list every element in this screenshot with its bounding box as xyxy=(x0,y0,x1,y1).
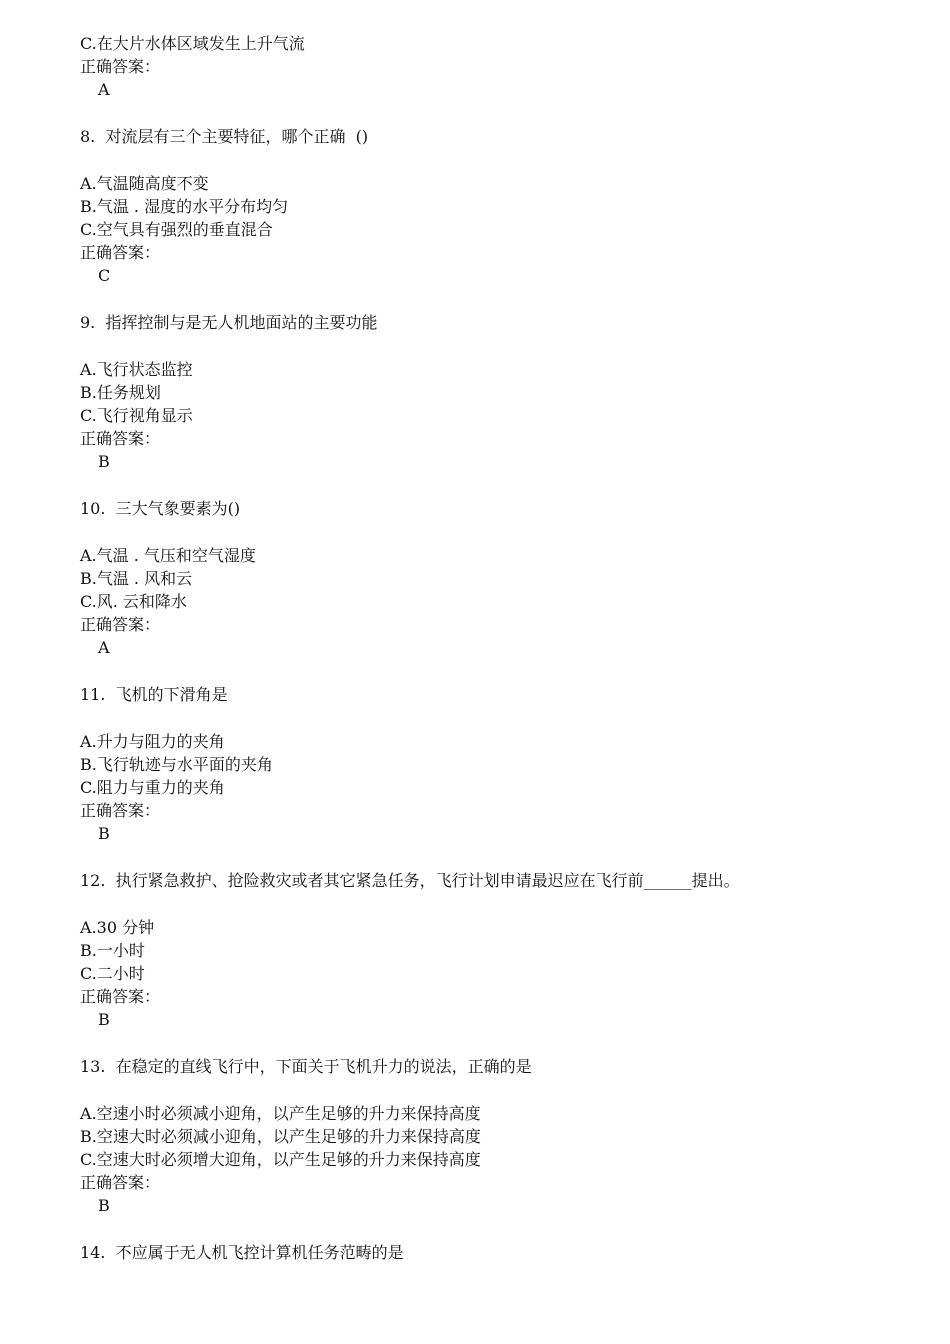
answer-label: 正确答案： xyxy=(80,615,161,634)
option-c: C.风. 云和降水 xyxy=(80,592,187,611)
option-c: C.阻力与重力的夹角 xyxy=(80,778,225,797)
question-8 xyxy=(80,125,920,287)
answer-label: 正确答案： xyxy=(80,987,161,1006)
option-a: A.30 分钟 xyxy=(80,918,155,937)
question-title: 11. 飞机的下滑角是 xyxy=(80,685,228,704)
question-title: 8. 对流层有三个主要特征，哪个正确 () xyxy=(80,127,369,146)
question-title: 9. 指挥控制与是无人机地面站的主要功能 xyxy=(80,313,378,332)
option-c: C.在大片水体区域发生上升气流 xyxy=(80,34,305,53)
question-13 xyxy=(80,1055,920,1217)
question-14 xyxy=(80,1241,920,1264)
answer-value: B xyxy=(98,452,110,471)
answer-label: 正确答案： xyxy=(80,243,161,262)
option-b: B.飞行轨迹与水平面的夹角 xyxy=(80,755,273,774)
question-12 xyxy=(80,869,920,1031)
answer-label: 正确答案： xyxy=(80,801,161,820)
lead-block xyxy=(80,32,920,101)
option-b: B.气温 . 湿度的水平分布均匀 xyxy=(80,197,289,216)
answer-value: A xyxy=(98,638,110,657)
question-title: 14. 不应属于无人机飞控计算机任务范畴的是 xyxy=(80,1243,404,1262)
option-c: C.飞行视角显示 xyxy=(80,406,193,425)
option-b: B.一小时 xyxy=(80,941,145,960)
option-b: B.任务规划 xyxy=(80,383,161,402)
answer-label: 正确答案： xyxy=(80,429,161,448)
option-c: C.二小时 xyxy=(80,964,145,983)
option-a: A.升力与阻力的夹角 xyxy=(80,732,225,751)
question-title: 13. 在稳定的直线飞行中，下面关于飞机升力的说法，正确的是 xyxy=(80,1057,532,1076)
option-b: B.气温 . 风和云 xyxy=(80,569,193,588)
answer-label: 正确答案： xyxy=(80,57,161,76)
option-a: A.飞行状态监控 xyxy=(80,360,193,379)
answer-value: B xyxy=(98,824,110,843)
answer-label: 正确答案： xyxy=(80,1173,161,1192)
option-b: B.空速大时必须减小迎角，以产生足够的升力来保持高度 xyxy=(80,1127,481,1146)
question-9 xyxy=(80,311,920,473)
question-title: 10. 三大气象要素为() xyxy=(80,499,241,518)
option-c: C.空气具有强烈的垂直混合 xyxy=(80,220,273,239)
answer-value: B xyxy=(98,1196,110,1215)
question-11 xyxy=(80,683,920,845)
option-a: A.气温 . 气压和空气湿度 xyxy=(80,546,256,565)
answer-value: B xyxy=(98,1010,110,1029)
option-c: C.空速大时必须增大迎角，以产生足够的升力来保持高度 xyxy=(80,1150,481,1169)
document-page xyxy=(80,32,920,1288)
question-title: 12. 执行紧急救护、抢险救灾或者其它紧急任务，飞行计划申请最迟应在飞行前______提出。 xyxy=(80,871,740,890)
answer-value: A xyxy=(98,80,110,99)
question-10 xyxy=(80,497,920,659)
answer-value: C xyxy=(98,266,111,285)
option-a: A.空速小时必须减小迎角，以产生足够的升力来保持高度 xyxy=(80,1104,481,1123)
option-a: A.气温随高度不变 xyxy=(80,174,209,193)
